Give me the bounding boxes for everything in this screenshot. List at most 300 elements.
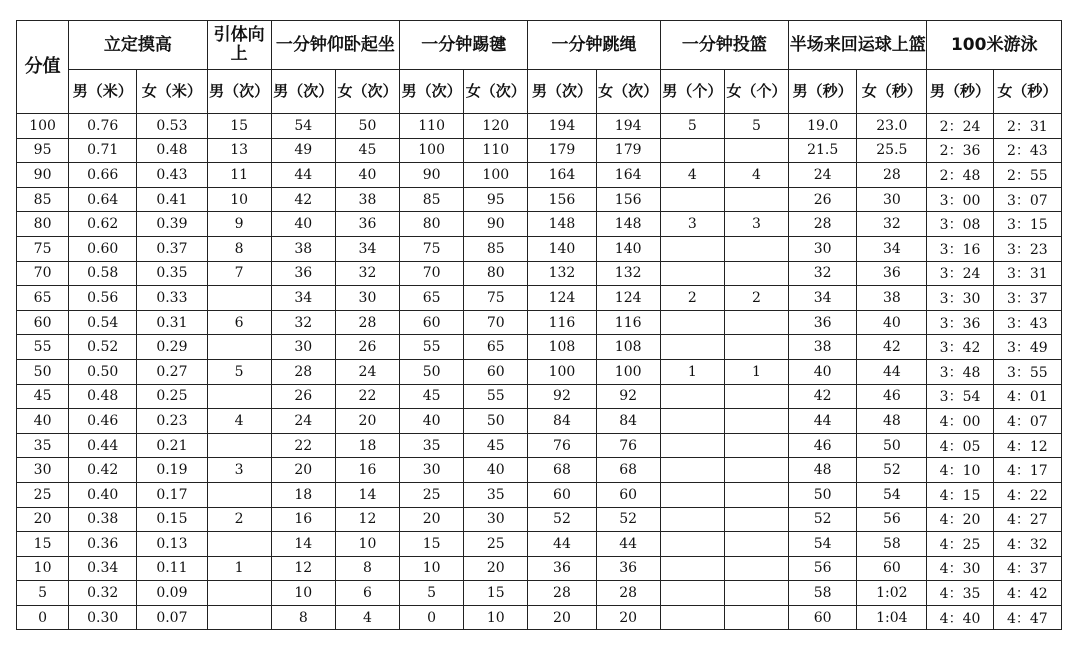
value-cell: 25.5: [857, 138, 927, 163]
value-cell: 0.44: [69, 433, 137, 458]
value-cell: 16: [271, 507, 335, 532]
value-cell: 132: [528, 261, 596, 286]
value-cell: 1: [724, 359, 788, 384]
value-cell: [207, 581, 271, 606]
value-cell: [660, 384, 724, 409]
value-cell: 108: [596, 335, 660, 360]
score-cell: 20: [17, 507, 69, 532]
value-cell: 2：36: [927, 138, 993, 163]
value-cell: 4：32: [993, 532, 1061, 557]
sub-swim-male: 男（秒）: [927, 70, 993, 114]
table-row: [17, 605, 1062, 630]
value-cell: 7: [207, 261, 271, 286]
value-cell: [660, 556, 724, 581]
value-cell: 54: [789, 532, 857, 557]
value-cell: 28: [335, 310, 399, 335]
value-cell: 4：22: [993, 482, 1061, 507]
value-cell: 0.56: [69, 286, 137, 311]
value-cell: 40: [400, 409, 464, 434]
value-cell: 0.23: [137, 409, 207, 434]
value-cell: 40: [335, 163, 399, 188]
value-cell: [724, 335, 788, 360]
value-cell: 110: [464, 138, 528, 163]
value-cell: 16: [335, 458, 399, 483]
table-row: [17, 556, 1062, 581]
value-cell: 36: [528, 556, 596, 581]
value-cell: 2：24: [927, 114, 993, 139]
value-cell: 10: [207, 187, 271, 212]
value-cell: 0.43: [137, 163, 207, 188]
value-cell: 0.42: [69, 458, 137, 483]
value-cell: 84: [596, 409, 660, 434]
value-cell: 20: [596, 605, 660, 630]
value-cell: 65: [400, 286, 464, 311]
value-cell: 45: [464, 433, 528, 458]
value-cell: 50: [335, 114, 399, 139]
value-cell: [660, 236, 724, 261]
score-cell: 25: [17, 482, 69, 507]
value-cell: 30: [335, 286, 399, 311]
value-cell: 116: [528, 310, 596, 335]
value-cell: 60: [596, 482, 660, 507]
value-cell: 6: [335, 581, 399, 606]
value-cell: 28: [596, 581, 660, 606]
table-row: [17, 261, 1062, 286]
value-cell: 0.66: [69, 163, 137, 188]
value-cell: 52: [596, 507, 660, 532]
value-cell: 0.09: [137, 581, 207, 606]
value-cell: [660, 138, 724, 163]
value-cell: [724, 261, 788, 286]
table-row: [17, 532, 1062, 557]
score-cell: 10: [17, 556, 69, 581]
value-cell: 50: [464, 409, 528, 434]
value-cell: 0.37: [137, 236, 207, 261]
value-cell: [724, 384, 788, 409]
value-cell: 0.46: [69, 409, 137, 434]
score-cell: 65: [17, 286, 69, 311]
value-cell: 0.11: [137, 556, 207, 581]
value-cell: 34: [335, 236, 399, 261]
value-cell: 0.31: [137, 310, 207, 335]
value-cell: 3：48: [927, 359, 993, 384]
value-cell: 4：40: [927, 605, 993, 630]
value-cell: 140: [528, 236, 596, 261]
table-row: [17, 236, 1062, 261]
value-cell: 42: [789, 384, 857, 409]
value-cell: 0.60: [69, 236, 137, 261]
value-cell: 124: [528, 286, 596, 311]
value-cell: 0.52: [69, 335, 137, 360]
score-cell: 0: [17, 605, 69, 630]
value-cell: [660, 507, 724, 532]
value-cell: [724, 532, 788, 557]
sub-rope-male: 男（次）: [528, 70, 596, 114]
score-cell: 75: [17, 236, 69, 261]
value-cell: 164: [528, 163, 596, 188]
header-dribble-layup: 半场来回运球上篮: [789, 21, 927, 70]
value-cell: 3：07: [993, 187, 1061, 212]
value-cell: 40: [464, 458, 528, 483]
value-cell: [724, 409, 788, 434]
value-cell: 100: [528, 359, 596, 384]
value-cell: 0.19: [137, 458, 207, 483]
value-cell: 10: [400, 556, 464, 581]
value-cell: 36: [271, 261, 335, 286]
value-cell: 50: [400, 359, 464, 384]
value-cell: 0.15: [137, 507, 207, 532]
value-cell: 1: [207, 556, 271, 581]
value-cell: 3: [660, 212, 724, 237]
value-cell: 3：00: [927, 187, 993, 212]
value-cell: 164: [596, 163, 660, 188]
table-row: [17, 359, 1062, 384]
table-row: [17, 286, 1062, 311]
value-cell: 26: [789, 187, 857, 212]
table-body: [17, 114, 1062, 630]
value-cell: 28: [857, 163, 927, 188]
value-cell: 3：23: [993, 236, 1061, 261]
sub-rope-female: 女（次）: [596, 70, 660, 114]
sub-situp-male: 男（次）: [271, 70, 335, 114]
value-cell: 22: [335, 384, 399, 409]
table-row: [17, 138, 1062, 163]
value-cell: 0.36: [69, 532, 137, 557]
value-cell: 0.35: [137, 261, 207, 286]
score-cell: 60: [17, 310, 69, 335]
value-cell: [207, 433, 271, 458]
value-cell: 10: [271, 581, 335, 606]
table-row: [17, 458, 1062, 483]
value-cell: 84: [528, 409, 596, 434]
value-cell: 46: [857, 384, 927, 409]
value-cell: 4：27: [993, 507, 1061, 532]
value-cell: 60: [857, 556, 927, 581]
value-cell: 34: [857, 236, 927, 261]
value-cell: 60: [528, 482, 596, 507]
value-cell: [724, 310, 788, 335]
value-cell: 54: [271, 114, 335, 139]
value-cell: 0.33: [137, 286, 207, 311]
value-cell: 110: [400, 114, 464, 139]
value-cell: [207, 532, 271, 557]
value-cell: 3：30: [927, 286, 993, 311]
value-cell: 60: [789, 605, 857, 630]
value-cell: 3：08: [927, 212, 993, 237]
value-cell: [724, 507, 788, 532]
table-row: [17, 507, 1062, 532]
value-cell: 3：54: [927, 384, 993, 409]
value-cell: 19.0: [789, 114, 857, 139]
value-cell: 65: [464, 335, 528, 360]
value-cell: 3: [724, 212, 788, 237]
value-cell: 194: [528, 114, 596, 139]
value-cell: 15: [464, 581, 528, 606]
value-cell: 22: [271, 433, 335, 458]
header-shuttlecock: 一分钟踢毽: [400, 21, 528, 70]
sub-shoot-male: 男（个）: [660, 70, 724, 114]
score-cell: 30: [17, 458, 69, 483]
sub-reach-female: 女（米）: [137, 70, 207, 114]
value-cell: 9: [207, 212, 271, 237]
value-cell: [660, 433, 724, 458]
value-cell: 5: [660, 114, 724, 139]
value-cell: 1:04: [857, 605, 927, 630]
value-cell: 26: [335, 335, 399, 360]
sub-pullup-male: 男（次）: [207, 70, 271, 114]
value-cell: [660, 409, 724, 434]
value-cell: 4：17: [993, 458, 1061, 483]
sub-swim-female: 女（秒）: [993, 70, 1061, 114]
sub-layup-female: 女（秒）: [857, 70, 927, 114]
value-cell: 4：01: [993, 384, 1061, 409]
value-cell: 55: [464, 384, 528, 409]
value-cell: 30: [400, 458, 464, 483]
value-cell: 35: [464, 482, 528, 507]
value-cell: 52: [857, 458, 927, 483]
value-cell: 30: [464, 507, 528, 532]
value-cell: 124: [596, 286, 660, 311]
value-cell: 92: [596, 384, 660, 409]
value-cell: 44: [528, 532, 596, 557]
value-cell: 90: [400, 163, 464, 188]
value-cell: 148: [596, 212, 660, 237]
value-cell: 0.38: [69, 507, 137, 532]
value-cell: 24: [335, 359, 399, 384]
value-cell: 3：42: [927, 335, 993, 360]
value-cell: 11: [207, 163, 271, 188]
value-cell: [660, 187, 724, 212]
value-cell: 3: [207, 458, 271, 483]
value-cell: 2：31: [993, 114, 1061, 139]
value-cell: 76: [528, 433, 596, 458]
value-cell: 44: [271, 163, 335, 188]
value-cell: 36: [335, 212, 399, 237]
value-cell: 4：47: [993, 605, 1061, 630]
score-cell: 100: [17, 114, 69, 139]
value-cell: 4：15: [927, 482, 993, 507]
score-cell: 95: [17, 138, 69, 163]
value-cell: 25: [464, 532, 528, 557]
value-cell: [207, 605, 271, 630]
value-cell: [724, 581, 788, 606]
value-cell: 80: [464, 261, 528, 286]
value-cell: 5: [400, 581, 464, 606]
value-cell: 0.40: [69, 482, 137, 507]
value-cell: 3：31: [993, 261, 1061, 286]
header-pull-up: 引体向上: [207, 21, 271, 70]
value-cell: 38: [335, 187, 399, 212]
value-cell: 13: [207, 138, 271, 163]
value-cell: 4: [660, 163, 724, 188]
header-jump-rope: 一分钟跳绳: [528, 21, 660, 70]
value-cell: 60: [464, 359, 528, 384]
value-cell: [724, 556, 788, 581]
value-cell: 24: [789, 163, 857, 188]
value-cell: 21.5: [789, 138, 857, 163]
value-cell: 100: [464, 163, 528, 188]
table-row: [17, 335, 1062, 360]
value-cell: 3：43: [993, 310, 1061, 335]
value-cell: 20: [528, 605, 596, 630]
value-cell: 10: [464, 605, 528, 630]
value-cell: 52: [789, 507, 857, 532]
value-cell: 52: [528, 507, 596, 532]
value-cell: 70: [400, 261, 464, 286]
header-score: 分值: [17, 21, 69, 114]
value-cell: 50: [857, 433, 927, 458]
value-cell: 75: [400, 236, 464, 261]
value-cell: 4：42: [993, 581, 1061, 606]
value-cell: 30: [789, 236, 857, 261]
table-row: [17, 212, 1062, 237]
value-cell: 2：43: [993, 138, 1061, 163]
value-cell: 4：10: [927, 458, 993, 483]
value-cell: 0.29: [137, 335, 207, 360]
value-cell: 95: [464, 187, 528, 212]
value-cell: 49: [271, 138, 335, 163]
value-cell: 0.54: [69, 310, 137, 335]
value-cell: 56: [789, 556, 857, 581]
header-standing-reach: 立定摸高: [69, 21, 207, 70]
score-cell: 90: [17, 163, 69, 188]
table-row: [17, 384, 1062, 409]
table-row: [17, 114, 1062, 139]
value-cell: [660, 605, 724, 630]
value-cell: 85: [464, 236, 528, 261]
value-cell: 8: [271, 605, 335, 630]
score-cell: 55: [17, 335, 69, 360]
value-cell: 44: [789, 409, 857, 434]
value-cell: 0.71: [69, 138, 137, 163]
value-cell: 4：25: [927, 532, 993, 557]
table-row: [17, 409, 1062, 434]
value-cell: 42: [271, 187, 335, 212]
value-cell: 6: [207, 310, 271, 335]
value-cell: 4：30: [927, 556, 993, 581]
value-cell: 0.32: [69, 581, 137, 606]
value-cell: 0.53: [137, 114, 207, 139]
value-cell: 3：24: [927, 261, 993, 286]
value-cell: 140: [596, 236, 660, 261]
value-cell: 44: [857, 359, 927, 384]
value-cell: 4：35: [927, 581, 993, 606]
value-cell: 20: [271, 458, 335, 483]
value-cell: 4: [724, 163, 788, 188]
score-cell: 40: [17, 409, 69, 434]
value-cell: 60: [400, 310, 464, 335]
value-cell: 156: [596, 187, 660, 212]
value-cell: 108: [528, 335, 596, 360]
table-row: [17, 482, 1062, 507]
value-cell: 68: [528, 458, 596, 483]
table-row: [17, 433, 1062, 458]
value-cell: 132: [596, 261, 660, 286]
value-cell: 32: [271, 310, 335, 335]
value-cell: 56: [857, 507, 927, 532]
value-cell: 28: [271, 359, 335, 384]
value-cell: 120: [464, 114, 528, 139]
value-cell: 30: [857, 187, 927, 212]
value-cell: 0.27: [137, 359, 207, 384]
value-cell: [724, 605, 788, 630]
value-cell: 0.13: [137, 532, 207, 557]
value-cell: 4：37: [993, 556, 1061, 581]
value-cell: 24: [271, 409, 335, 434]
value-cell: 48: [857, 409, 927, 434]
value-cell: 2：48: [927, 163, 993, 188]
value-cell: 32: [335, 261, 399, 286]
score-cell: 15: [17, 532, 69, 557]
value-cell: 4：00: [927, 409, 993, 434]
score-cell: 50: [17, 359, 69, 384]
table-row: [17, 310, 1062, 335]
value-cell: 20: [335, 409, 399, 434]
value-cell: 15: [207, 114, 271, 139]
value-cell: 0.48: [69, 384, 137, 409]
value-cell: [724, 236, 788, 261]
value-cell: 75: [464, 286, 528, 311]
value-cell: 0.21: [137, 433, 207, 458]
value-cell: 26: [271, 384, 335, 409]
value-cell: 40: [271, 212, 335, 237]
value-cell: 12: [335, 507, 399, 532]
value-cell: 3：36: [927, 310, 993, 335]
value-cell: 34: [789, 286, 857, 311]
score-table: [16, 20, 1062, 630]
value-cell: 14: [335, 482, 399, 507]
value-cell: [660, 458, 724, 483]
value-cell: 3：15: [993, 212, 1061, 237]
value-cell: 18: [335, 433, 399, 458]
score-cell: 45: [17, 384, 69, 409]
value-cell: [207, 335, 271, 360]
value-cell: 38: [789, 335, 857, 360]
value-cell: 2: [660, 286, 724, 311]
value-cell: 179: [528, 138, 596, 163]
value-cell: 40: [857, 310, 927, 335]
value-cell: 42: [857, 335, 927, 360]
value-cell: 90: [464, 212, 528, 237]
value-cell: 0.34: [69, 556, 137, 581]
table-row: [17, 163, 1062, 188]
value-cell: 100: [596, 359, 660, 384]
value-cell: [724, 138, 788, 163]
value-cell: 30: [271, 335, 335, 360]
value-cell: 4：07: [993, 409, 1061, 434]
value-cell: 4: [207, 409, 271, 434]
value-cell: 68: [596, 458, 660, 483]
value-cell: 28: [789, 212, 857, 237]
value-cell: 46: [789, 433, 857, 458]
value-cell: 4: [335, 605, 399, 630]
value-cell: 34: [271, 286, 335, 311]
value-cell: 85: [400, 187, 464, 212]
value-cell: 48: [789, 458, 857, 483]
value-cell: 15: [400, 532, 464, 557]
value-cell: [660, 581, 724, 606]
value-cell: 45: [335, 138, 399, 163]
value-cell: 36: [596, 556, 660, 581]
value-cell: 3：55: [993, 359, 1061, 384]
value-cell: 0.58: [69, 261, 137, 286]
value-cell: 70: [464, 310, 528, 335]
value-cell: 36: [789, 310, 857, 335]
value-cell: [724, 458, 788, 483]
sub-shuttle-male: 男（次）: [400, 70, 464, 114]
value-cell: 2: [724, 286, 788, 311]
value-cell: 50: [789, 482, 857, 507]
